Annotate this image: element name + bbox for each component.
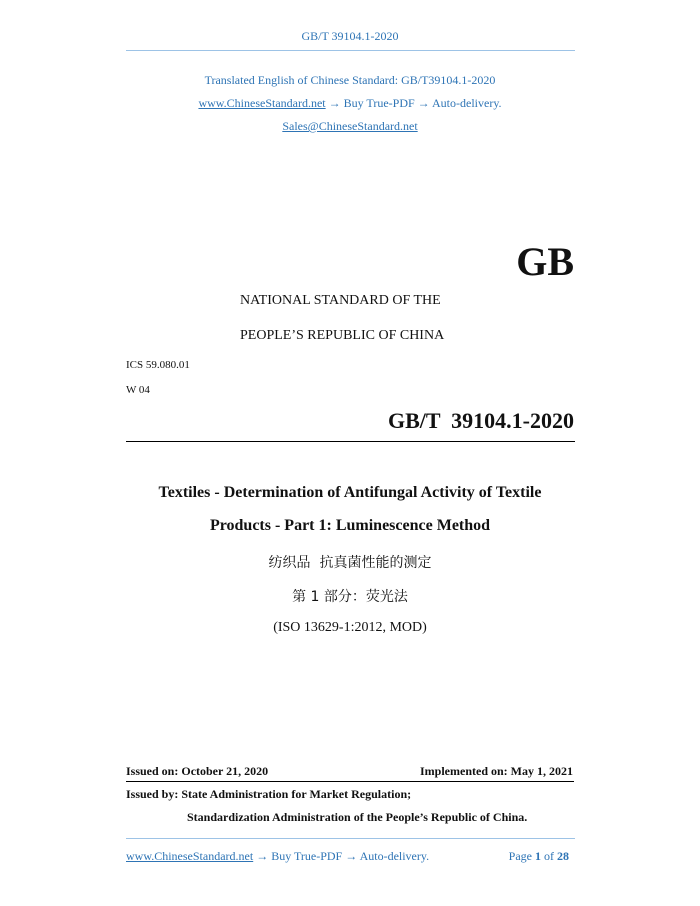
footer-link-rest: → Buy True-PDF → Auto-delivery. xyxy=(253,849,430,863)
page-current: 1 xyxy=(535,849,541,863)
footer-divider xyxy=(126,838,575,839)
issue-rule xyxy=(126,781,574,782)
running-header: GB/T 39104.1-2020 xyxy=(301,29,399,43)
ccs-code: W 04 xyxy=(126,384,150,396)
page-number xyxy=(509,849,569,864)
page-total: 28 xyxy=(557,849,569,863)
banner-site-link[interactable]: www.ChineseStandard.net xyxy=(198,96,326,110)
ics-code: ICS 59.080.01 xyxy=(126,359,190,371)
banner-line-2-rest: → Buy True-PDF → Auto-delivery. xyxy=(325,96,502,110)
title-en-line-1: Textiles - Determination of Antifungal Activity of Textile xyxy=(158,484,542,501)
banner-line-3 xyxy=(0,119,700,134)
issued-on: Issued on: October 21, 2020 xyxy=(126,764,269,778)
issued-by-2: Standardization Administration of the People’s Republic of China. xyxy=(187,810,528,824)
footer-links xyxy=(126,849,429,864)
implemented-on: Implemented on: May 1, 2021 xyxy=(420,764,573,778)
footer-site-link[interactable]: www.ChineseStandard.net xyxy=(126,849,254,863)
standard-number-rule xyxy=(126,441,575,442)
gb-logo: GB xyxy=(516,239,574,284)
banner-email-link[interactable]: Sales@ChineseStandard.net xyxy=(282,119,418,133)
national-standard-line-2: PEOPLE’S REPUBLIC OF CHINA xyxy=(240,328,445,343)
issued-by: Issued by: State Administration for Market Regulation; xyxy=(126,787,412,801)
banner-line-1: Translated English of Chinese Standard: GB/T39104.1-2020 xyxy=(204,73,496,87)
title-cn-line-1: 纺织品 抗真菌性能的测定 xyxy=(268,555,432,571)
national-standard-line-1: NATIONAL STANDARD OF THE xyxy=(240,293,441,308)
iso-reference: (ISO 13629-1:2012, MOD) xyxy=(273,620,427,635)
header-divider xyxy=(126,50,575,51)
title-en-line-2: Products - Part 1: Luminescence Method xyxy=(209,517,491,534)
page-of: of xyxy=(541,849,557,863)
standard-number: GB/T 39104.1-2020 xyxy=(387,408,574,433)
banner-line-2 xyxy=(0,96,700,111)
title-cn-line-2: 第 1 部分：荧光法 xyxy=(292,589,408,605)
page-word: Page xyxy=(508,849,535,863)
